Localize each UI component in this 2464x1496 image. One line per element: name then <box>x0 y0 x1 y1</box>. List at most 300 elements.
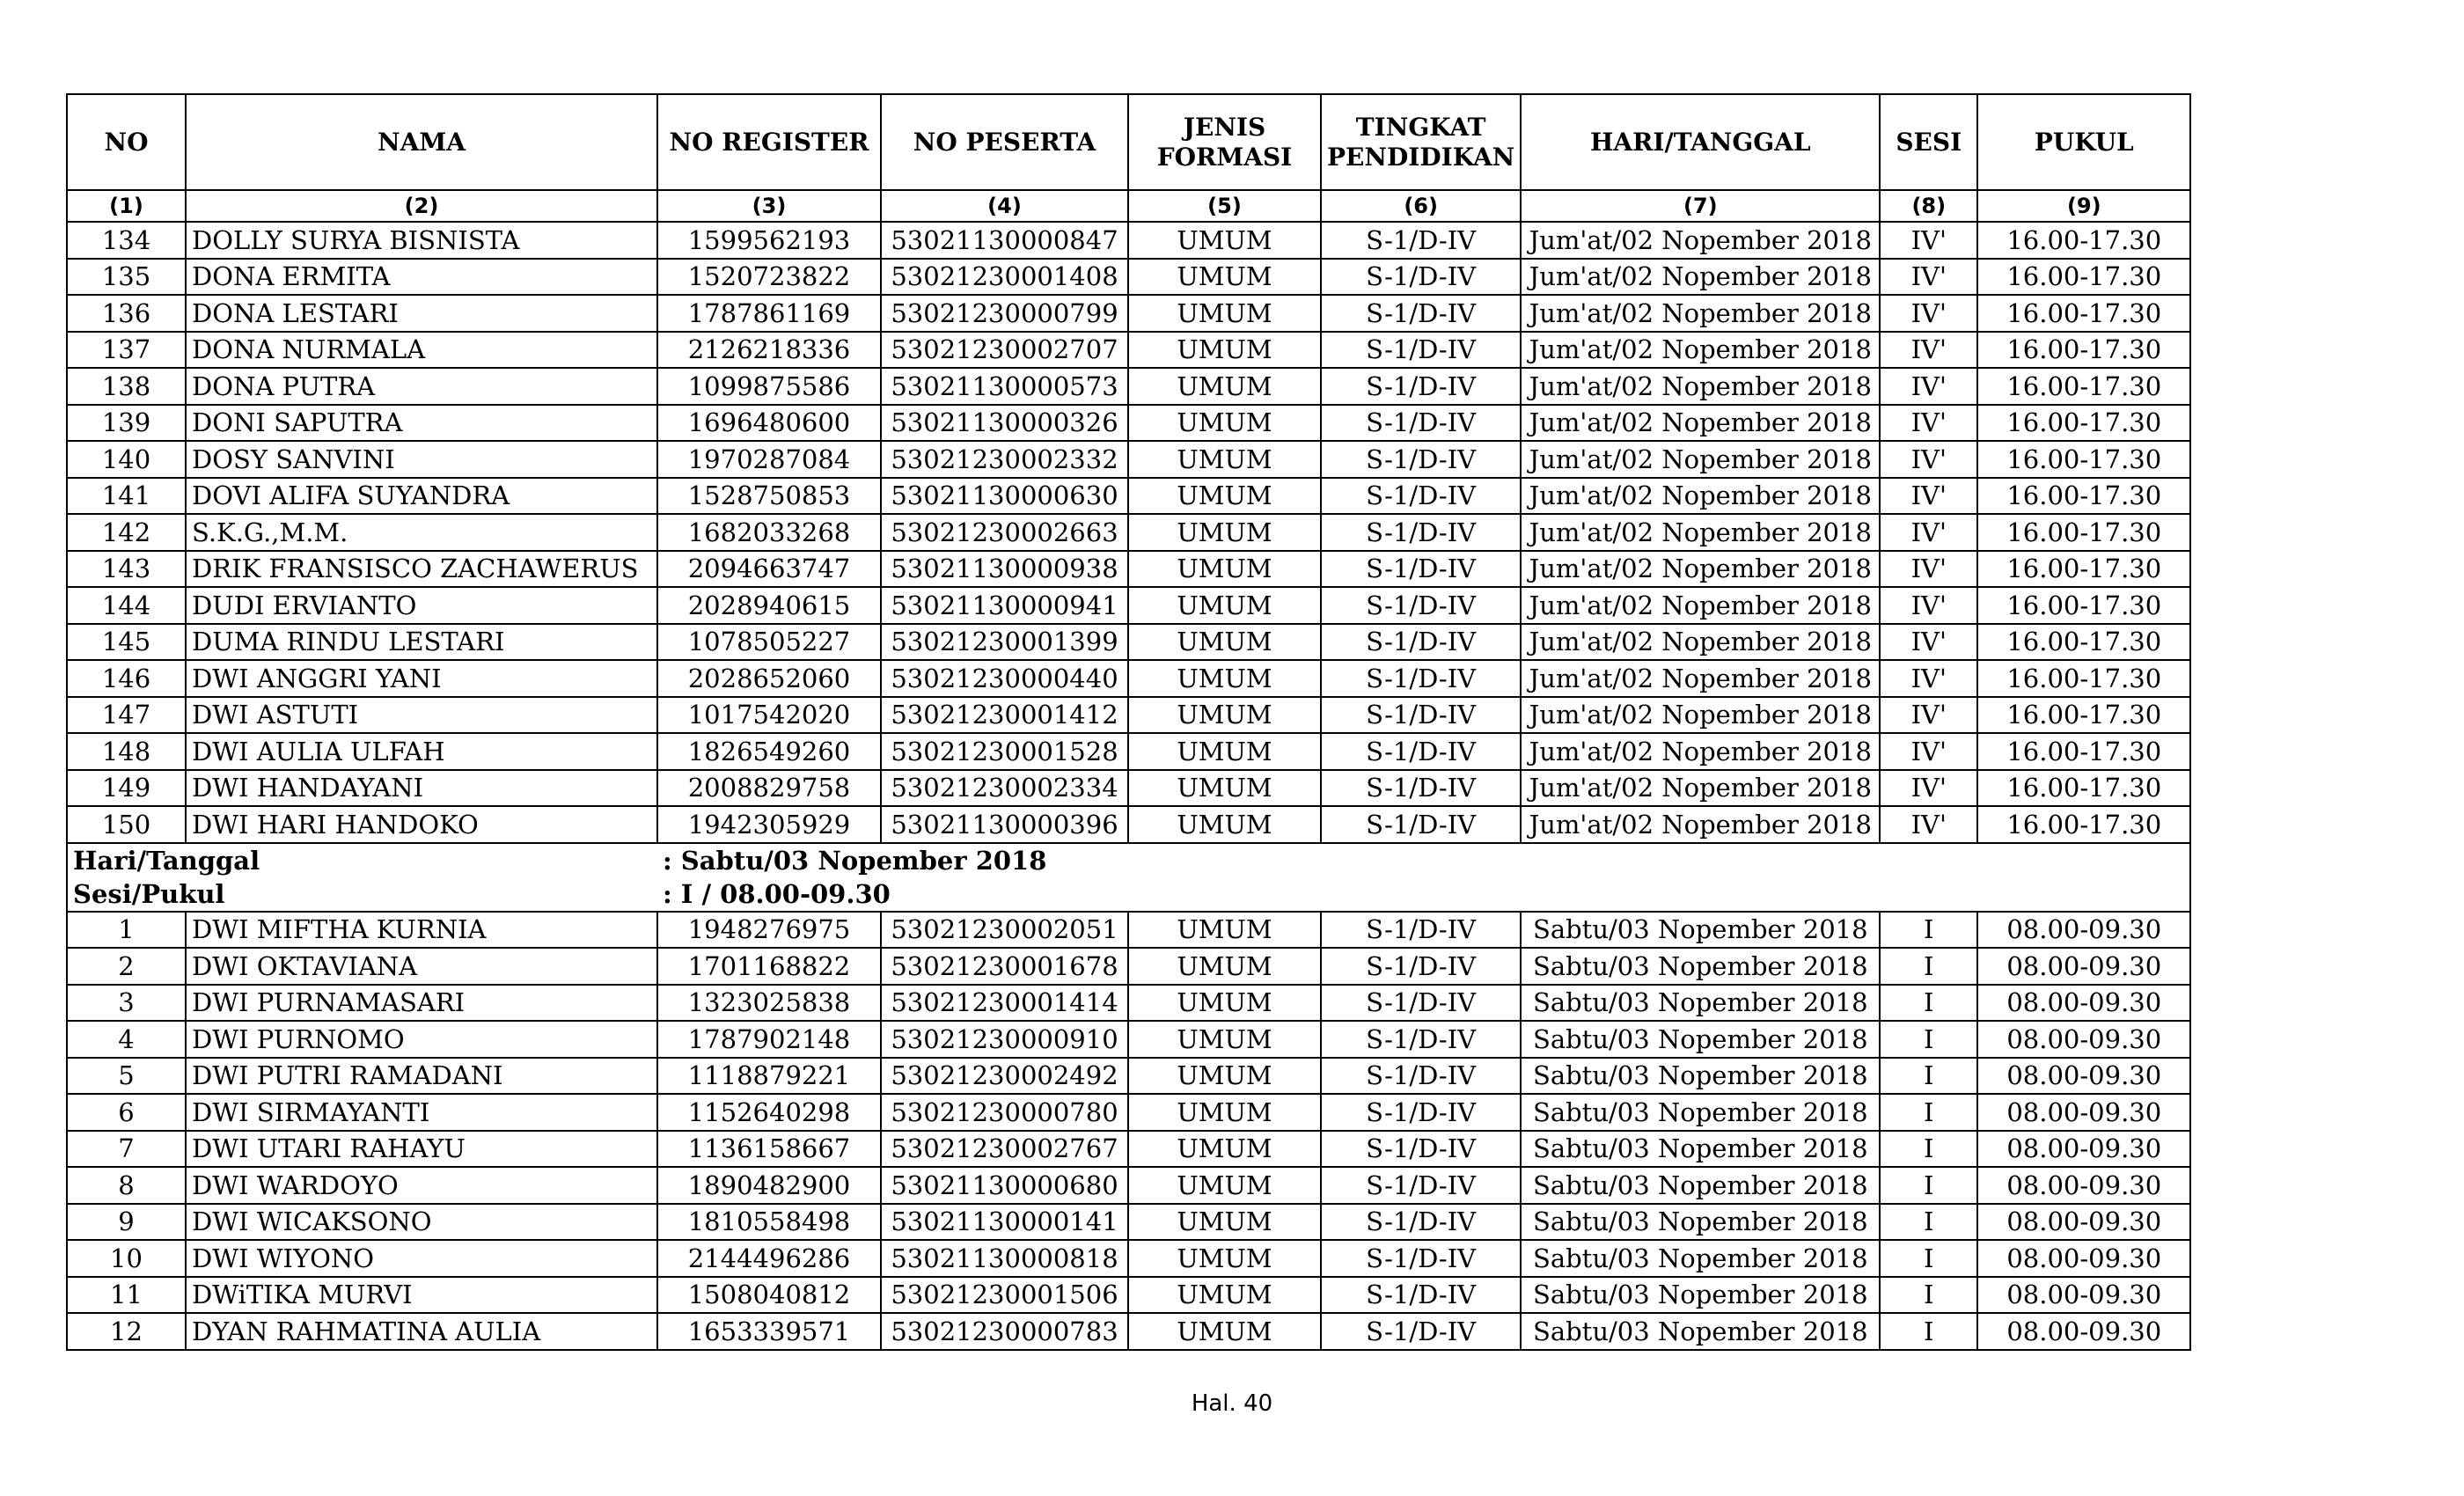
cell-tingkat-pendidikan: S-1/D-IV <box>1321 733 1521 770</box>
cell-no: 145 <box>67 624 186 661</box>
cell-nama: DONA NURMALA <box>186 332 657 369</box>
column-number: (9) <box>1977 190 2190 222</box>
cell-hari-tanggal: Jum'at/02 Nopember 2018 <box>1521 295 1880 332</box>
cell-no-peserta: 53021230000799 <box>881 295 1128 332</box>
cell-no-peserta: 53021230001528 <box>881 733 1128 770</box>
cell-tingkat-pendidikan: S-1/D-IV <box>1321 1131 1521 1168</box>
cell-hari-tanggal: Jum'at/02 Nopember 2018 <box>1521 368 1880 405</box>
cell-jenis-formasi: UMUM <box>1128 1204 1321 1241</box>
header-pukul: PUKUL <box>1977 94 2190 190</box>
cell-pukul: 16.00-17.30 <box>1977 733 2190 770</box>
cell-no-peserta: 53021230001506 <box>881 1277 1128 1314</box>
cell-tingkat-pendidikan: S-1/D-IV <box>1321 259 1521 296</box>
cell-hari-tanggal: Jum'at/02 Nopember 2018 <box>1521 478 1880 515</box>
cell-jenis-formasi: UMUM <box>1128 587 1321 624</box>
cell-no: 11 <box>67 1277 186 1314</box>
cell-tingkat-pendidikan: S-1/D-IV <box>1321 1313 1521 1350</box>
cell-no: 141 <box>67 478 186 515</box>
cell-nama: DWI WICAKSONO <box>186 1204 657 1241</box>
cell-pukul: 16.00-17.30 <box>1977 587 2190 624</box>
column-number: (6) <box>1321 190 1521 222</box>
cell-no-register: 2008829758 <box>657 770 881 807</box>
cell-no-register: 1653339571 <box>657 1313 881 1350</box>
cell-jenis-formasi: UMUM <box>1128 1167 1321 1204</box>
cell-no-peserta: 53021230001408 <box>881 259 1128 296</box>
cell-pukul: 16.00-17.30 <box>1977 478 2190 515</box>
cell-hari-tanggal: Sabtu/03 Nopember 2018 <box>1521 1167 1880 1204</box>
cell-no: 143 <box>67 551 186 588</box>
column-number: (2) <box>186 190 657 222</box>
table-row <box>67 514 2190 551</box>
cell-tingkat-pendidikan: S-1/D-IV <box>1321 1021 1521 1058</box>
cell-tingkat-pendidikan: S-1/D-IV <box>1321 1058 1521 1095</box>
header-nama: NAMA <box>186 94 657 190</box>
cell-sesi: I <box>1880 1131 1977 1168</box>
cell-tingkat-pendidikan: S-1/D-IV <box>1321 806 1521 843</box>
cell-hari-tanggal: Sabtu/03 Nopember 2018 <box>1521 1021 1880 1058</box>
cell-hari-tanggal: Sabtu/03 Nopember 2018 <box>1521 1277 1880 1314</box>
cell-tingkat-pendidikan: S-1/D-IV <box>1321 1204 1521 1241</box>
cell-tingkat-pendidikan: S-1/D-IV <box>1321 1277 1521 1314</box>
section-session-row <box>67 877 2190 912</box>
table-row <box>67 948 2190 985</box>
cell-no: 142 <box>67 514 186 551</box>
header-row <box>67 94 2190 190</box>
cell-no-peserta: 53021230001678 <box>881 948 1128 985</box>
cell-jenis-formasi: UMUM <box>1128 733 1321 770</box>
cell-no-peserta: 53021230000440 <box>881 660 1128 697</box>
cell-no-peserta: 53021230002767 <box>881 1131 1128 1168</box>
cell-jenis-formasi: UMUM <box>1128 806 1321 843</box>
cell-no-register: 1323025838 <box>657 985 881 1022</box>
cell-no-register: 1528750853 <box>657 478 881 515</box>
table-row <box>67 624 2190 661</box>
section-session-value: : I / 08.00-09.30 <box>657 877 2190 912</box>
cell-jenis-formasi: UMUM <box>1128 948 1321 985</box>
cell-nama: DONA ERMITA <box>186 259 657 296</box>
cell-nama: DRIK FRANSISCO ZACHAWERUS <box>186 551 657 588</box>
cell-pukul: 08.00-09.30 <box>1977 1021 2190 1058</box>
table-row <box>67 1277 2190 1314</box>
cell-pukul: 08.00-09.30 <box>1977 912 2190 949</box>
cell-sesi: IV' <box>1880 332 1977 369</box>
cell-no: 139 <box>67 405 186 442</box>
cell-pukul: 16.00-17.30 <box>1977 332 2190 369</box>
cell-jenis-formasi: UMUM <box>1128 222 1321 259</box>
table-row <box>67 551 2190 588</box>
cell-jenis-formasi: UMUM <box>1128 1240 1321 1277</box>
cell-pukul: 08.00-09.30 <box>1977 1204 2190 1241</box>
cell-no: 134 <box>67 222 186 259</box>
cell-no-peserta: 53021130000680 <box>881 1167 1128 1204</box>
cell-no-peserta: 53021230000783 <box>881 1313 1128 1350</box>
cell-hari-tanggal: Sabtu/03 Nopember 2018 <box>1521 985 1880 1022</box>
cell-hari-tanggal: Jum'at/02 Nopember 2018 <box>1521 514 1880 551</box>
cell-hari-tanggal: Jum'at/02 Nopember 2018 <box>1521 222 1880 259</box>
cell-sesi: IV' <box>1880 222 1977 259</box>
cell-no-register: 2028652060 <box>657 660 881 697</box>
table-row <box>67 405 2190 442</box>
cell-sesi: IV' <box>1880 514 1977 551</box>
cell-pukul: 08.00-09.30 <box>1977 1131 2190 1168</box>
cell-no: 140 <box>67 441 186 478</box>
cell-sesi: IV' <box>1880 587 1977 624</box>
cell-pukul: 16.00-17.30 <box>1977 295 2190 332</box>
cell-sesi: I <box>1880 1058 1977 1095</box>
cell-sesi: I <box>1880 1277 1977 1314</box>
cell-no-peserta: 53021130000396 <box>881 806 1128 843</box>
cell-hari-tanggal: Jum'at/02 Nopember 2018 <box>1521 441 1880 478</box>
table-row <box>67 770 2190 807</box>
cell-no-register: 1078505227 <box>657 624 881 661</box>
cell-no-peserta: 53021130000938 <box>881 551 1128 588</box>
cell-sesi: IV' <box>1880 697 1977 734</box>
cell-nama: DUMA RINDU LESTARI <box>186 624 657 661</box>
cell-tingkat-pendidikan: S-1/D-IV <box>1321 587 1521 624</box>
participant-table <box>66 93 2191 1351</box>
cell-pukul: 16.00-17.30 <box>1977 514 2190 551</box>
header-hari-tanggal: HARI/TANGGAL <box>1521 94 1880 190</box>
cell-pukul: 08.00-09.30 <box>1977 1167 2190 1204</box>
cell-pukul: 16.00-17.30 <box>1977 806 2190 843</box>
table-row <box>67 478 2190 515</box>
cell-no-peserta: 53021230001414 <box>881 985 1128 1022</box>
cell-no: 144 <box>67 587 186 624</box>
cell-no-peserta: 53021130000573 <box>881 368 1128 405</box>
header-tingkat-pendidikan: TINGKAT PENDIDIKAN <box>1321 94 1521 190</box>
cell-nama: DWI AULIA ULFAH <box>186 733 657 770</box>
table-row <box>67 697 2190 734</box>
cell-hari-tanggal: Sabtu/03 Nopember 2018 <box>1521 912 1880 949</box>
cell-jenis-formasi: UMUM <box>1128 1277 1321 1314</box>
column-number-row <box>67 190 2190 222</box>
table-row <box>67 1131 2190 1168</box>
table-row <box>67 222 2190 259</box>
cell-no-register: 1017542020 <box>657 697 881 734</box>
cell-no: 8 <box>67 1167 186 1204</box>
cell-jenis-formasi: UMUM <box>1128 624 1321 661</box>
table-row <box>67 368 2190 405</box>
cell-hari-tanggal: Sabtu/03 Nopember 2018 <box>1521 1240 1880 1277</box>
cell-tingkat-pendidikan: S-1/D-IV <box>1321 985 1521 1022</box>
cell-sesi: IV' <box>1880 259 1977 296</box>
cell-no-peserta: 53021130000326 <box>881 405 1128 442</box>
cell-no-register: 1099875586 <box>657 368 881 405</box>
cell-no-register: 1826549260 <box>657 733 881 770</box>
cell-sesi: I <box>1880 1240 1977 1277</box>
column-number: (3) <box>657 190 881 222</box>
cell-no-register: 1520723822 <box>657 259 881 296</box>
cell-jenis-formasi: UMUM <box>1128 770 1321 807</box>
cell-hari-tanggal: Jum'at/02 Nopember 2018 <box>1521 697 1880 734</box>
header-no-register: NO REGISTER <box>657 94 881 190</box>
cell-nama: DWI ASTUTI <box>186 697 657 734</box>
cell-pukul: 16.00-17.30 <box>1977 660 2190 697</box>
cell-sesi: IV' <box>1880 295 1977 332</box>
cell-no: 146 <box>67 660 186 697</box>
cell-sesi: IV' <box>1880 624 1977 661</box>
table-row <box>67 806 2190 843</box>
cell-sesi: I <box>1880 948 1977 985</box>
page-number: Hal. 40 <box>1191 1390 1273 1417</box>
table-row <box>67 985 2190 1022</box>
cell-sesi: IV' <box>1880 405 1977 442</box>
cell-sesi: I <box>1880 1094 1977 1131</box>
cell-no: 7 <box>67 1131 186 1168</box>
cell-nama: DWI MIFTHA KURNIA <box>186 912 657 949</box>
cell-jenis-formasi: UMUM <box>1128 551 1321 588</box>
cell-jenis-formasi: UMUM <box>1128 1131 1321 1168</box>
cell-no: 3 <box>67 985 186 1022</box>
cell-no-peserta: 53021230001412 <box>881 697 1128 734</box>
table-row <box>67 1313 2190 1350</box>
cell-no-register: 2126218336 <box>657 332 881 369</box>
cell-tingkat-pendidikan: S-1/D-IV <box>1321 478 1521 515</box>
cell-no-peserta: 53021230002492 <box>881 1058 1128 1095</box>
table-row <box>67 1240 2190 1277</box>
cell-no-register: 1890482900 <box>657 1167 881 1204</box>
cell-pukul: 08.00-09.30 <box>1977 1058 2190 1095</box>
cell-jenis-formasi: UMUM <box>1128 1094 1321 1131</box>
table-row <box>67 1094 2190 1131</box>
cell-hari-tanggal: Sabtu/03 Nopember 2018 <box>1521 1094 1880 1131</box>
cell-nama: DWI PUTRI RAMADANI <box>186 1058 657 1095</box>
cell-jenis-formasi: UMUM <box>1128 405 1321 442</box>
cell-hari-tanggal: Jum'at/02 Nopember 2018 <box>1521 551 1880 588</box>
cell-nama: DOSY SANVINI <box>186 441 657 478</box>
cell-pukul: 16.00-17.30 <box>1977 222 2190 259</box>
cell-jenis-formasi: UMUM <box>1128 332 1321 369</box>
cell-no-register: 2028940615 <box>657 587 881 624</box>
cell-nama: DWiTIKA MURVI <box>186 1277 657 1314</box>
cell-hari-tanggal: Jum'at/02 Nopember 2018 <box>1521 733 1880 770</box>
cell-tingkat-pendidikan: S-1/D-IV <box>1321 222 1521 259</box>
cell-no: 137 <box>67 332 186 369</box>
cell-no-peserta: 53021230002663 <box>881 514 1128 551</box>
cell-hari-tanggal: Jum'at/02 Nopember 2018 <box>1521 660 1880 697</box>
cell-sesi: IV' <box>1880 770 1977 807</box>
cell-nama: DOLLY SURYA BISNISTA <box>186 222 657 259</box>
cell-jenis-formasi: UMUM <box>1128 514 1321 551</box>
column-number: (8) <box>1880 190 1977 222</box>
cell-nama: DWI HARI HANDOKO <box>186 806 657 843</box>
cell-no-register: 1948276975 <box>657 912 881 949</box>
cell-nama: DWI PURNOMO <box>186 1021 657 1058</box>
cell-nama: DONA PUTRA <box>186 368 657 405</box>
cell-jenis-formasi: UMUM <box>1128 985 1321 1022</box>
cell-sesi: IV' <box>1880 733 1977 770</box>
table-row <box>67 912 2190 949</box>
column-number: (7) <box>1521 190 1880 222</box>
table-row <box>67 332 2190 369</box>
cell-no-register: 1810558498 <box>657 1204 881 1241</box>
header-jenis-formasi: JENIS FORMASI <box>1128 94 1321 190</box>
cell-tingkat-pendidikan: S-1/D-IV <box>1321 770 1521 807</box>
cell-no: 4 <box>67 1021 186 1058</box>
cell-tingkat-pendidikan: S-1/D-IV <box>1321 1167 1521 1204</box>
cell-no-peserta: 53021230002051 <box>881 912 1128 949</box>
cell-no-register: 2144496286 <box>657 1240 881 1277</box>
cell-no: 147 <box>67 697 186 734</box>
cell-sesi: IV' <box>1880 806 1977 843</box>
cell-no: 148 <box>67 733 186 770</box>
cell-hari-tanggal: Sabtu/03 Nopember 2018 <box>1521 948 1880 985</box>
cell-tingkat-pendidikan: S-1/D-IV <box>1321 441 1521 478</box>
cell-nama: DONA LESTARI <box>186 295 657 332</box>
cell-no-register: 1787902148 <box>657 1021 881 1058</box>
cell-pukul: 16.00-17.30 <box>1977 697 2190 734</box>
cell-no-register: 2094663747 <box>657 551 881 588</box>
cell-nama: DWI PURNAMASARI <box>186 985 657 1022</box>
cell-no: 1 <box>67 912 186 949</box>
cell-nama: DYAN RAHMATINA AULIA <box>186 1313 657 1350</box>
cell-sesi: I <box>1880 1167 1977 1204</box>
cell-tingkat-pendidikan: S-1/D-IV <box>1321 514 1521 551</box>
cell-sesi: IV' <box>1880 478 1977 515</box>
cell-tingkat-pendidikan: S-1/D-IV <box>1321 697 1521 734</box>
cell-jenis-formasi: UMUM <box>1128 478 1321 515</box>
cell-hari-tanggal: Sabtu/03 Nopember 2018 <box>1521 1204 1880 1241</box>
cell-sesi: I <box>1880 1021 1977 1058</box>
cell-no: 136 <box>67 295 186 332</box>
cell-hari-tanggal: Jum'at/02 Nopember 2018 <box>1521 770 1880 807</box>
cell-no-register: 1136158667 <box>657 1131 881 1168</box>
cell-nama: DWI SIRMAYANTI <box>186 1094 657 1131</box>
table-row <box>67 295 2190 332</box>
cell-sesi: I <box>1880 1313 1977 1350</box>
table-row <box>67 587 2190 624</box>
cell-pukul: 08.00-09.30 <box>1977 948 2190 985</box>
cell-hari-tanggal: Jum'at/02 Nopember 2018 <box>1521 259 1880 296</box>
cell-sesi: I <box>1880 985 1977 1022</box>
column-number: (4) <box>881 190 1128 222</box>
table-row <box>67 1021 2190 1058</box>
cell-no-register: 1508040812 <box>657 1277 881 1314</box>
cell-nama: S.K.G.,M.M. <box>186 514 657 551</box>
cell-hari-tanggal: Sabtu/03 Nopember 2018 <box>1521 1058 1880 1095</box>
section-day-value: : Sabtu/03 Nopember 2018 <box>657 843 2190 877</box>
cell-hari-tanggal: Jum'at/02 Nopember 2018 <box>1521 587 1880 624</box>
cell-no-peserta: 53021230002332 <box>881 441 1128 478</box>
cell-pukul: 08.00-09.30 <box>1977 1313 2190 1350</box>
table-row <box>67 259 2190 296</box>
cell-no-register: 1942305929 <box>657 806 881 843</box>
cell-tingkat-pendidikan: S-1/D-IV <box>1321 405 1521 442</box>
table-row <box>67 660 2190 697</box>
cell-no-peserta: 53021130000941 <box>881 587 1128 624</box>
cell-no-peserta: 53021130000847 <box>881 222 1128 259</box>
cell-no-peserta: 53021230001399 <box>881 624 1128 661</box>
cell-no-peserta: 53021130000141 <box>881 1204 1128 1241</box>
cell-no-register: 1682033268 <box>657 514 881 551</box>
cell-pukul: 16.00-17.30 <box>1977 405 2190 442</box>
cell-pukul: 08.00-09.30 <box>1977 1277 2190 1314</box>
table-row <box>67 1167 2190 1204</box>
cell-jenis-formasi: UMUM <box>1128 1058 1321 1095</box>
table-row <box>67 441 2190 478</box>
cell-tingkat-pendidikan: S-1/D-IV <box>1321 948 1521 985</box>
header-sesi: SESI <box>1880 94 1977 190</box>
section-session-label: Sesi/Pukul <box>67 877 657 912</box>
cell-hari-tanggal: Jum'at/02 Nopember 2018 <box>1521 332 1880 369</box>
cell-jenis-formasi: UMUM <box>1128 259 1321 296</box>
cell-pukul: 16.00-17.30 <box>1977 259 2190 296</box>
cell-jenis-formasi: UMUM <box>1128 295 1321 332</box>
cell-pukul: 16.00-17.30 <box>1977 551 2190 588</box>
cell-pukul: 08.00-09.30 <box>1977 1240 2190 1277</box>
cell-nama: DWI HANDAYANI <box>186 770 657 807</box>
cell-no-register: 1152640298 <box>657 1094 881 1131</box>
cell-hari-tanggal: Jum'at/02 Nopember 2018 <box>1521 806 1880 843</box>
cell-hari-tanggal: Jum'at/02 Nopember 2018 <box>1521 405 1880 442</box>
cell-no-register: 1787861169 <box>657 295 881 332</box>
cell-nama: DWI WARDOYO <box>186 1167 657 1204</box>
cell-nama: DWI UTARI RAHAYU <box>186 1131 657 1168</box>
cell-sesi: IV' <box>1880 441 1977 478</box>
cell-tingkat-pendidikan: S-1/D-IV <box>1321 332 1521 369</box>
cell-no-register: 1599562193 <box>657 222 881 259</box>
cell-nama: DONI SAPUTRA <box>186 405 657 442</box>
cell-tingkat-pendidikan: S-1/D-IV <box>1321 912 1521 949</box>
cell-pukul: 16.00-17.30 <box>1977 624 2190 661</box>
cell-sesi: I <box>1880 912 1977 949</box>
header-no-peserta: NO PESERTA <box>881 94 1128 190</box>
column-number: (1) <box>67 190 186 222</box>
cell-no: 2 <box>67 948 186 985</box>
cell-jenis-formasi: UMUM <box>1128 1021 1321 1058</box>
cell-no-register: 1970287084 <box>657 441 881 478</box>
cell-tingkat-pendidikan: S-1/D-IV <box>1321 1240 1521 1277</box>
cell-no: 9 <box>67 1204 186 1241</box>
cell-tingkat-pendidikan: S-1/D-IV <box>1321 660 1521 697</box>
cell-pukul: 16.00-17.30 <box>1977 441 2190 478</box>
cell-no: 5 <box>67 1058 186 1095</box>
cell-no: 150 <box>67 806 186 843</box>
cell-tingkat-pendidikan: S-1/D-IV <box>1321 295 1521 332</box>
cell-no: 138 <box>67 368 186 405</box>
cell-hari-tanggal: Sabtu/03 Nopember 2018 <box>1521 1131 1880 1168</box>
cell-jenis-formasi: UMUM <box>1128 660 1321 697</box>
cell-nama: DUDI ERVIANTO <box>186 587 657 624</box>
cell-no-peserta: 53021230002707 <box>881 332 1128 369</box>
cell-no-peserta: 53021230002334 <box>881 770 1128 807</box>
table-row <box>67 1058 2190 1095</box>
cell-jenis-formasi: UMUM <box>1128 441 1321 478</box>
cell-jenis-formasi: UMUM <box>1128 368 1321 405</box>
cell-sesi: IV' <box>1880 551 1977 588</box>
cell-jenis-formasi: UMUM <box>1128 912 1321 949</box>
cell-no: 10 <box>67 1240 186 1277</box>
cell-no: 12 <box>67 1313 186 1350</box>
cell-no-peserta: 53021130000630 <box>881 478 1128 515</box>
cell-no: 6 <box>67 1094 186 1131</box>
cell-no: 135 <box>67 259 186 296</box>
table-header <box>67 94 2190 222</box>
group-saturday-rows <box>67 912 2190 1350</box>
cell-tingkat-pendidikan: S-1/D-IV <box>1321 624 1521 661</box>
cell-hari-tanggal: Sabtu/03 Nopember 2018 <box>1521 1313 1880 1350</box>
cell-pukul: 16.00-17.30 <box>1977 770 2190 807</box>
section-day-row <box>67 843 2190 877</box>
cell-no-peserta: 53021130000818 <box>881 1240 1128 1277</box>
cell-no: 149 <box>67 770 186 807</box>
cell-hari-tanggal: Jum'at/02 Nopember 2018 <box>1521 624 1880 661</box>
table-row <box>67 1204 2190 1241</box>
section-header <box>67 843 2190 912</box>
cell-no-register: 1118879221 <box>657 1058 881 1095</box>
section-day-label: Hari/Tanggal <box>67 843 657 877</box>
cell-nama: DOVI ALIFA SUYANDRA <box>186 478 657 515</box>
